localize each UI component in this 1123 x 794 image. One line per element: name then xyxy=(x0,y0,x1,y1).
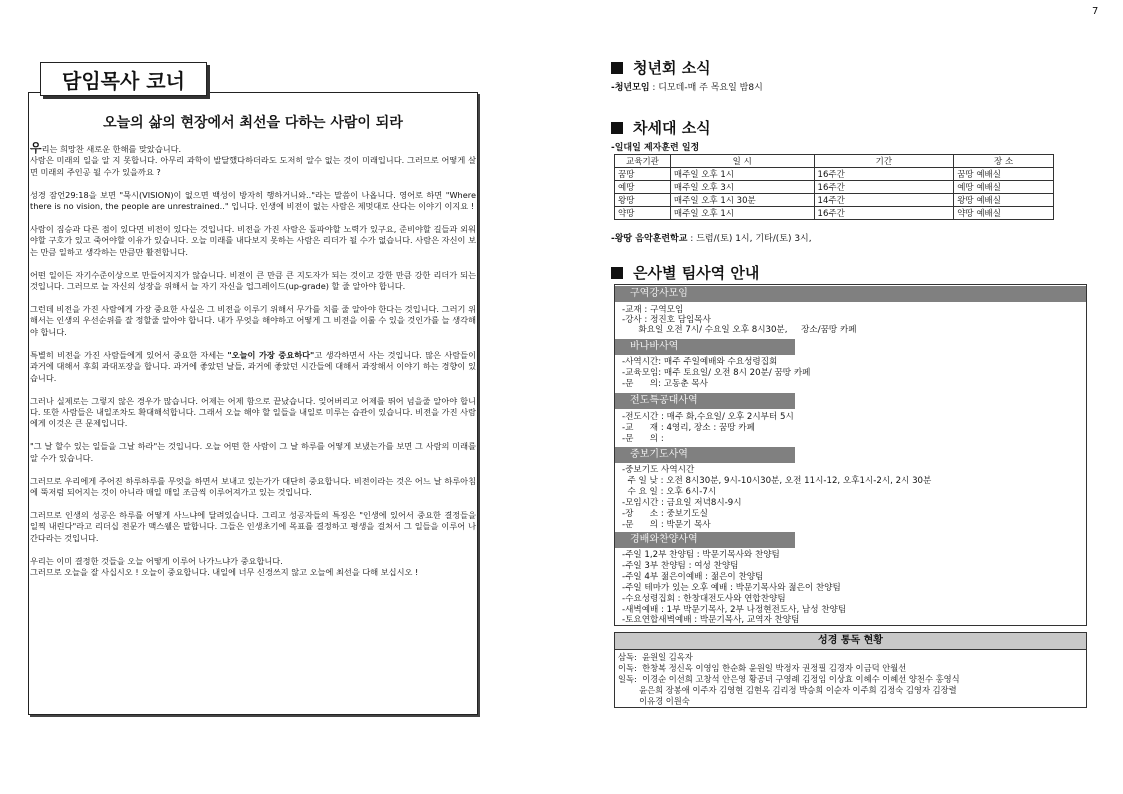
table-cell: 왕땅 예배실 xyxy=(954,194,1054,207)
paragraph-text: 사람이 짐승과 다른 점이 있다면 비전이 있다는 것입니다. 비전을 가진 사람은 돌파야할 노력가 있구요, 준비야할 길들과 외워야할 구호가 있고 죽어야할 이유가 있습니다. 오늘 미래를 내다보지 못하는 사람은 리더가 될 수가 없습니다. 사람은 자신이 보는 만큼 일하고 생각하는 만큼만 활전합니다. xyxy=(30,224,476,257)
paragraph-text: 고 생각하면서 사는 것입니다. 많은 사람들이 과거에 대해서 후회 과대포장을 합니다. 과거에 좋았던 날들, 과거에 좋았던 시간들에 대해서 과장해서 이야기 하는 경향이 있습니다. xyxy=(30,349,476,383)
table-cell: 매주일 오후 1시 30분 xyxy=(670,194,814,207)
bible-reading-box xyxy=(614,632,1087,708)
ministry-line: -토요연합새벽예배 : 박문기목사, 교역자 찬양팀 xyxy=(622,615,800,625)
ministry-line: -새벽예배 : 1부 박문기목사, 2부 나정현전도사, 남성 찬양팀 xyxy=(622,605,847,615)
ministry-line: -주일 4부 젊은이예배 : 젊은이 찬양팀 xyxy=(622,572,764,582)
bible-reading-title: 성경 통독 현황 xyxy=(615,633,1086,650)
ministry-section-head: 바나바사역 xyxy=(615,339,795,355)
paragraph-text: "그 날 할수 있는 일들을 그날 하라"는 것입니다. 오늘 어떤 한 사람이 그 날 하루를 어떻게 보냈는가를 보면 그 사람의 미래를 알 수가 있습니다. xyxy=(30,441,476,463)
ministry-line: 화요일 오전 7시/ 수요일 오후 8시30분, 장소/꿈땅 카페 xyxy=(622,325,857,335)
square-bullet-icon xyxy=(611,267,623,279)
square-bullet-icon xyxy=(611,122,623,134)
youth-meeting: -청년모임 : 디모데-매 주 목요일 밤8시 xyxy=(611,83,763,93)
drop-cap: 우 xyxy=(30,141,42,155)
bible-line: 윤은희 장봉애 이주자 김영현 김현옥 김리정 박승희 이순자 이주희 김정숙 김영자 김장렬 xyxy=(618,685,957,695)
ministry-line: -교재 : 구역모임 xyxy=(622,305,684,315)
table-cell: 약땅 xyxy=(615,207,671,220)
table-cell: 16주간 xyxy=(814,168,954,181)
paragraph-text: 특별히 비전을 가진 사람들에게 있어서 중요한 자세는 xyxy=(30,349,228,360)
table-cell: 매주일 오후 1시 xyxy=(670,207,814,220)
table-cell: 약땅 예배실 xyxy=(954,207,1054,220)
article-headline: 오늘의 삶의 현장에서 최선을 다하는 사람이 되라 xyxy=(103,115,403,131)
training-schedule-table xyxy=(614,154,1054,220)
article-paragraph xyxy=(30,510,476,544)
table-header: 일 시 xyxy=(670,155,814,168)
ministry-line: -주일 3부 찬양팀 : 여성 찬양팀 xyxy=(622,561,739,571)
ministry-line: -장 소 : 중보기도실 xyxy=(622,509,708,519)
table-header: 교육기관 xyxy=(615,155,671,168)
table-cell: 왕땅 xyxy=(615,194,671,207)
table-cell: 매주일 오후 3시 xyxy=(670,181,814,194)
ministry-line: -문 의: 고동춘 목사 xyxy=(622,379,708,389)
article-paragraph xyxy=(30,270,476,293)
article-paragraph xyxy=(30,556,476,579)
bible-line: 이독: 한창복 정신옥 이영임 한순화 윤원일 박정자 권정필 김경자 이금덕 안월선 xyxy=(618,663,907,673)
paragraph-text: 어떤 일이든 자기수준이상으로 만들어지지가 않습니다. 비전이 큰 만큼 큰 지도자가 되는 것이고 강한 만큼 강한 리더가 되는 것입니다. 그러므로 늘 자신의 성장을 위해서 늘 자기 자신을 업그레이드(up-grade) 할 줄 알아야 합니다. xyxy=(30,269,476,292)
article-paragraph xyxy=(30,396,476,430)
table-cell: 16주간 xyxy=(814,181,954,194)
music-school: -왕땅 음악훈련학교 : 드럼/(토) 1시, 기타/(토) 3시, xyxy=(611,234,812,244)
paragraph-text: 그러므로 우리에게 주어진 하루하루를 무엇을 하면서 보내고 있는가가 대단히 중요합니다. 비전이라는 것은 어느 날 하루아침에 뚝저럼 되어지는 것이 아니라 매일 매일 조금씩 이루어져가고 있는 것입니다. xyxy=(30,475,476,497)
table-cell: 예땅 예배실 xyxy=(954,181,1054,194)
ministry-line: -문 의 : xyxy=(622,434,664,444)
ministry-line: -문 의 : 박문기 목사 xyxy=(622,520,711,530)
ministry-section-title: 은사별 팀사역 안내 xyxy=(611,262,759,283)
table-cell: 매주일 오후 1시 xyxy=(670,168,814,181)
article-paragraph xyxy=(30,350,476,384)
ministry-line: -수요성령집회 : 한창대전도사와 연합찬양팀 xyxy=(622,594,786,604)
paragraph-text: 우리는 이미 결정한 것들을 오늘 어떻게 이루어 나가느냐가 중요합니다. 그러므로 오늘을 잘 사십시오 ! 오늘이 중요합니다. 내일에 너무 신경쓰지 않고 오늘에 최선을 다해 보십시오 ! xyxy=(30,555,419,577)
article-paragraph xyxy=(30,224,476,258)
table-cell: 예땅 xyxy=(615,181,671,194)
table-row xyxy=(615,181,1054,194)
paragraph-text: 그러나 실제로는 그렇지 않은 경우가 많습니다. 어제는 어제 함으로 끝났습니다. 잊어버리고 어제를 뛰어 넘을줄 알아야 합니다. 또한 사람들은 내일조차도 확대해석합니다. 그래서 오늘 해야 할 일들을 내일로 미루는 습관이 있습니다. 비전을 가진 사람에게 이것은 큰 문제입니다. xyxy=(30,395,476,429)
article-paragraph xyxy=(30,304,476,338)
bible-line: 일독: 이경순 이선희 고창석 안은영 황공녀 구영례 김정임 이상효 이혜수 이혜선 양천수 홍영식 xyxy=(618,674,960,684)
square-bullet-icon xyxy=(611,62,623,74)
bible-line: 삼독: 윤원일 김옥자 xyxy=(618,652,693,662)
ministry-line: -강사 : 정진호 담임목사 xyxy=(622,315,711,325)
article-paragraph xyxy=(30,143,476,178)
table-cell: 꿈땅 예배실 xyxy=(954,168,1054,181)
paragraph-text: 리는 희망찬 새로운 한해를 맞았습니다. 사람은 미래의 일을 알 지 못합니다. 아무리 과학이 발달했다하더라도 도저히 알수 없는 것이 미래입니다. 그러므로 어떻게 살면 미래의 주인공 될 수가 있을까요 ? xyxy=(30,144,476,177)
ministry-line: 주 일 낮 : 오전 8시30분, 9시-10시30분, 오전 11시-12, 오후1시-2시, 2시 30분 xyxy=(622,476,932,486)
table-header-row xyxy=(615,155,1054,168)
table-cell: 14주간 xyxy=(814,194,954,207)
table-cell: 16주간 xyxy=(814,207,954,220)
article-paragraph xyxy=(30,190,476,213)
table-row xyxy=(615,194,1054,207)
emphasis-text: "오늘이 가장 중요하다" xyxy=(227,349,315,360)
article-paragraph xyxy=(30,441,476,464)
nextgen-subtitle: -일대일 제자훈련 일정 xyxy=(611,143,700,153)
table-cell: 꿈땅 xyxy=(615,168,671,181)
ministry-line: -교육모임: 매주 토요일/ 오전 8시 20분/ 꿈땅 카페 xyxy=(622,368,811,378)
ministry-box xyxy=(614,284,1087,626)
table-header: 기간 xyxy=(814,155,954,168)
paragraph-text: 성경 잠언29:18을 보면 "묵시(VISION)이 없으면 백성이 방자히 행하거니와.."라는 말씀이 나옵니다. 영어로 하면 "Where there is no vision, the people are unrestrained.." 입니다. 인생에 비전이 없는 사람은 제멋대로 산다는 이야기 이지요 ! xyxy=(30,189,476,212)
ministry-line: -사역시간: 매주 주일예배와 수요성령집회 xyxy=(622,357,778,367)
page-number: 7 xyxy=(1092,6,1099,17)
ministry-section-head: 중보기도사역 xyxy=(615,447,795,463)
table-row xyxy=(615,168,1054,181)
ministry-line: -주일 테마가 있는 오후 예배 : 박문기목사와 젊은이 찬양팀 xyxy=(622,583,841,593)
ministry-line: -모임시간 : 금요일 저녁8시-9시 xyxy=(622,498,742,508)
ministry-line: -교 재 : 4영리, 장소 : 꿈땅 카페 xyxy=(622,423,755,433)
table-header: 장 소 xyxy=(954,155,1054,168)
bible-line: 이유경 이원숙 xyxy=(618,696,690,706)
article-paragraph xyxy=(30,476,476,499)
ministry-section-head: 구역강사모임 xyxy=(615,286,1086,302)
article-body xyxy=(30,143,476,590)
ministry-section-head: 경배와찬양사역 xyxy=(615,532,795,548)
youth-section-title: 청년회 소식 xyxy=(611,57,711,78)
paragraph-text: 그런데 비전을 가진 사람에게 가장 중요한 사실은 그 비전을 이루기 위해서 무가를 치를 줄 알아야 한다는 것입니다. 그러기 위해서는 인생의 우선순위를 잘 정할줄 알아야 합니다. 내가 무엇을 해야하고 어떻게 그 비전을 이룰 수 있을 것인가를 늘 생각해야 합니다. xyxy=(30,304,476,337)
ministry-section-head: 전도특공대사역 xyxy=(615,393,795,409)
ministry-line: -전도시간 : 매주 화,수요일/ 오후 2시부터 5시 xyxy=(622,412,794,422)
paragraph-text: 그러므로 인생의 성공은 하루를 어떻게 사느냐에 달려있습니다. 그리고 성공자들의 특징은 "인생에 있어서 중요한 결정들을 일찍 내린다"라고 리더십 전문가 맥스웰은 말합니다. 그들은 인생초기에 목표를 결정하고 평생을 걸쳐서 그 일들을 이루어 나간다라는 것입니다. xyxy=(30,509,476,543)
ministry-line: -중보기도 사역시간 xyxy=(622,465,695,475)
ministry-line: 수 요 일 : 오후 6시-7시 xyxy=(622,487,717,497)
corner-title: 담임목사 코너 xyxy=(40,62,207,96)
nextgen-section-title: 차세대 소식 xyxy=(611,117,711,138)
table-row xyxy=(615,207,1054,220)
ministry-line: -주일 1,2부 찬양팀 : 박문기목사와 찬양팀 xyxy=(622,550,780,560)
